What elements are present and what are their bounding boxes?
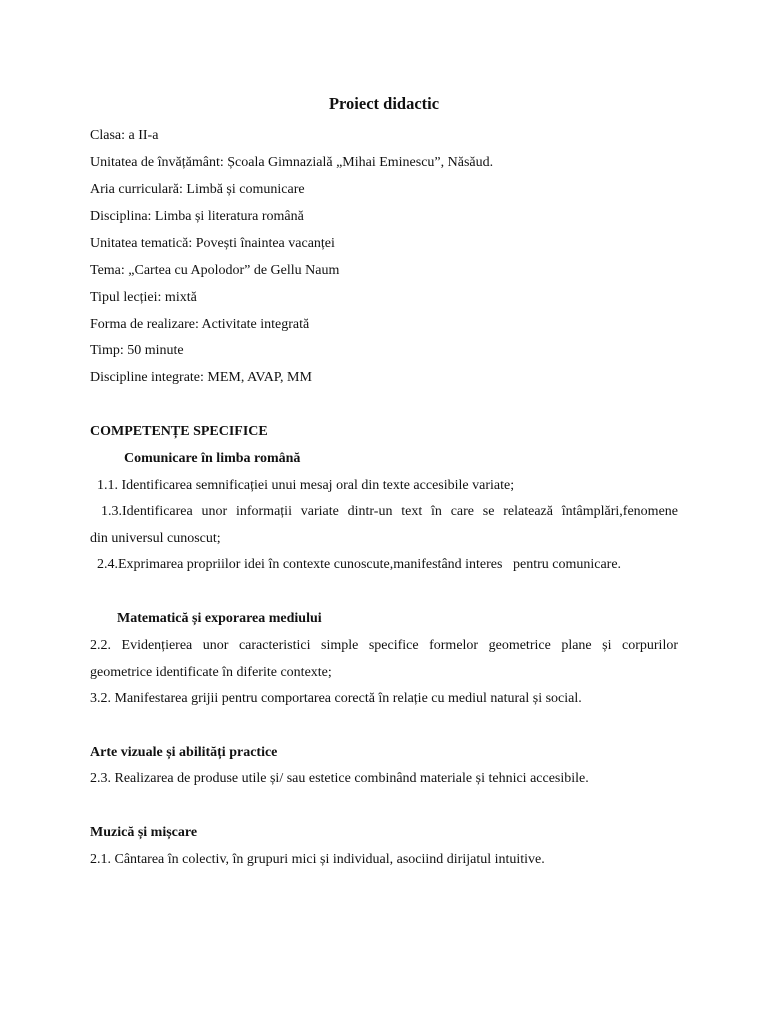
field-class: Clasa: a II-a bbox=[90, 128, 159, 143]
field-discipline: Disciplina: Limba și literatura română bbox=[90, 209, 304, 224]
section-heading-math: Matematică și exporarea mediului bbox=[117, 611, 322, 626]
field-form: Forma de realizare: Activitate integrată bbox=[90, 317, 310, 332]
competency-item-continuation: geometrice identificate în diferite contexte; bbox=[90, 665, 332, 680]
field-integrated-disciplines: Discipline integrate: MEM, AVAP, MM bbox=[90, 370, 312, 385]
competency-item: 1.3.Identificarea unor informații variate dintr-un text în care se relatează întâmplări,fenomene bbox=[101, 504, 678, 519]
field-time: Timp: 50 minute bbox=[90, 343, 184, 358]
competencies-heading: COMPETENȚE SPECIFICE bbox=[90, 424, 268, 439]
field-thematic-unit: Unitatea tematică: Povești înaintea vacanței bbox=[90, 236, 335, 251]
field-theme: Tema: „Cartea cu Apolodor” de Gellu Naum bbox=[90, 263, 340, 278]
competency-item: 1.1. Identificarea semnificației unui mesaj oral din texte accesibile variate; bbox=[97, 478, 515, 493]
field-curricular-area: Aria curriculară: Limbă și comunicare bbox=[90, 182, 305, 197]
section-heading-music: Muzică și mișcare bbox=[90, 825, 198, 840]
competency-item: 2.2. Evidențierea unor caracteristici simple specifice formelor geometrice plane și corpurilor bbox=[90, 638, 678, 653]
page-title: Proiect didactic bbox=[328, 94, 440, 113]
competency-item: 2.1. Cântarea în colectiv, în grupuri mici și individual, asociind dirijatul intuitive. bbox=[90, 852, 545, 867]
competency-item: 2.4.Exprimarea propriilor idei în contexte cunoscute,manifestând interes pentru comunicare. bbox=[97, 557, 622, 572]
section-heading-romanian: Comunicare în limba română bbox=[124, 451, 301, 466]
section-heading-arts: Arte vizuale și abilități practice bbox=[90, 745, 278, 760]
competency-item: 3.2. Manifestarea grijii pentru comportarea corectă în relație cu mediul natural și social. bbox=[90, 691, 582, 706]
competency-item: 2.3. Realizarea de produse utile și/ sau estetice combinând materiale și tehnici accesibile. bbox=[90, 771, 589, 786]
field-school: Unitatea de învățământ: Școala Gimnazială „Mihai Eminescu”, Năsăud. bbox=[90, 155, 494, 170]
competency-item-continuation: din universul cunoscut; bbox=[90, 531, 221, 546]
field-lesson-type: Tipul lecției: mixtă bbox=[90, 290, 197, 305]
